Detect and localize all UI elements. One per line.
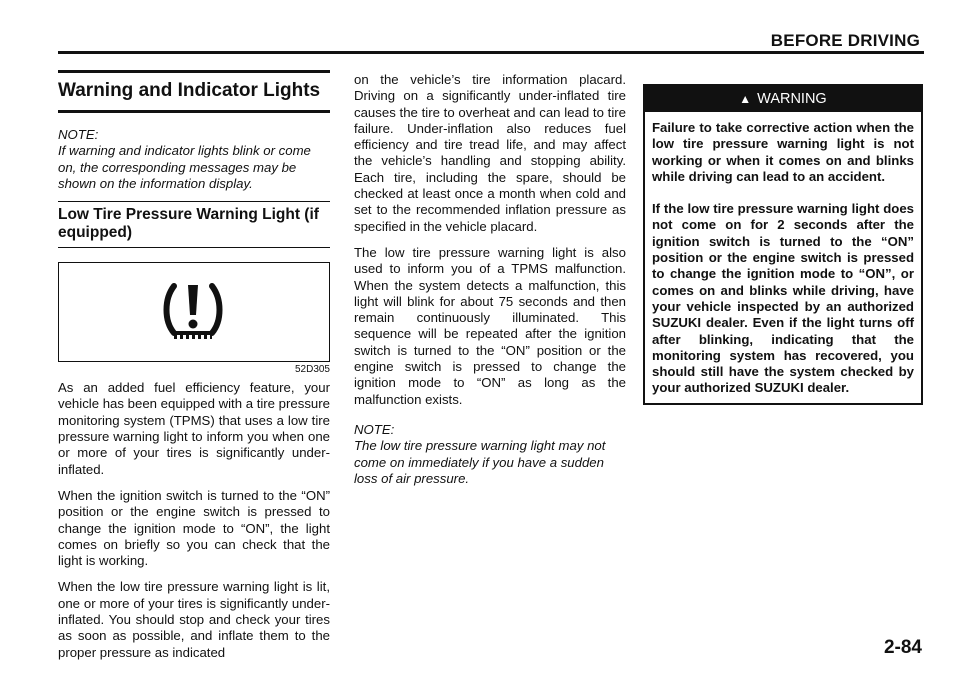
tire-pressure-figure	[58, 262, 330, 362]
note-block	[354, 422, 626, 487]
warning-paragraph: Failure to take corrective action when the low tire pressure warning light is not working or when it comes on and blinks while driving can lead to an accident.	[652, 120, 914, 184]
warning-header	[645, 86, 921, 112]
warning-triangle-icon: ▲	[739, 92, 752, 106]
tire-pressure-warning-icon	[162, 281, 224, 343]
section-title-rule-bottom	[58, 110, 330, 113]
header-rule	[58, 51, 924, 54]
paragraph: The low tire pressure warning light is also used to inform you of a TPMS malfunction. When the system detects a malfunction, this light will blink for about 75 seconds and then remain continuously illuminated. This sequence will be repeated after the ignition switch is turned to the “ON” position or the engine switch is pressed to change the ignition mode to “ON” as long as the malfunction exists.	[354, 244, 626, 407]
header-section-title: BEFORE DRIVING	[770, 31, 920, 50]
subsection-title: Low Tire Pressure Warning Light (if equipped)	[58, 206, 319, 242]
warning-heading: WARNING	[757, 91, 827, 107]
figure-code: 52D305	[294, 364, 330, 376]
section-title: Warning and Indicator Lights	[58, 80, 321, 101]
note-label: NOTE:	[354, 421, 395, 437]
subsection-rule-bottom	[58, 247, 330, 248]
paragraph: As an added fuel efficiency feature, your vehicle has been equipped with a tire pressure monitoring system (TPMS) that uses a low tire pressure warning light to inform you when one or more of your tires is significantly under-inflated.	[58, 380, 330, 477]
paragraph: When the ignition switch is turned to the “ON” position or the engine switch is pressed to change the ignition mode to “ON”, the light comes on briefly so you can check that the light is working.	[58, 487, 330, 569]
note-label: NOTE:	[58, 127, 99, 142]
warning-box	[643, 84, 923, 405]
middle-column	[354, 72, 626, 496]
paragraph: on the vehicle’s tire information placard. Driving on a significantly under-inflated tire causes the tire to overheat and can lead to tire failure. Under-inflation also reduces fuel efficiency and tire tread life, and may affect the vehicle’s handling and stopping ability. Each tire, including the spare, should be checked at least once a month when cold and set to the recommended inflation pressure as specified in the vehicle placard.	[354, 72, 626, 234]
warning-paragraph: If the low tire pressure warning light does not come on for 2 seconds after the ignition switch is turned to the “ON” position or the engine switch is pressed to change the ignition mode to “ON”, or comes on and blinks while driving, have your vehicle inspected by an authorized SUZUKI dealer. Even if the light turns off after blinking, indicating that the monitoring system has recovered, you should still have the system checked by your authorized SUZUKI dealer.	[652, 201, 914, 396]
page-number: 2-84	[883, 637, 922, 658]
warning-body	[645, 112, 921, 403]
note-text: If warning and indicator lights blink or come on, the corresponding messages may be shown on the information display.	[58, 143, 311, 191]
note-block	[58, 127, 330, 192]
subsection-rule-top	[58, 201, 330, 202]
right-column	[643, 84, 923, 405]
section-title-rule-top	[58, 70, 330, 73]
note-text: The low tire pressure warning light may not come on immediately if you have a sudden loss of air pressure.	[354, 438, 606, 486]
left-column	[58, 70, 330, 671]
paragraph: When the low tire pressure warning light is lit, one or more of your tires is significantly under-inflated. You should stop and check your tires as soon as possible, and inflate them to the proper pressure as indicated	[58, 579, 330, 660]
